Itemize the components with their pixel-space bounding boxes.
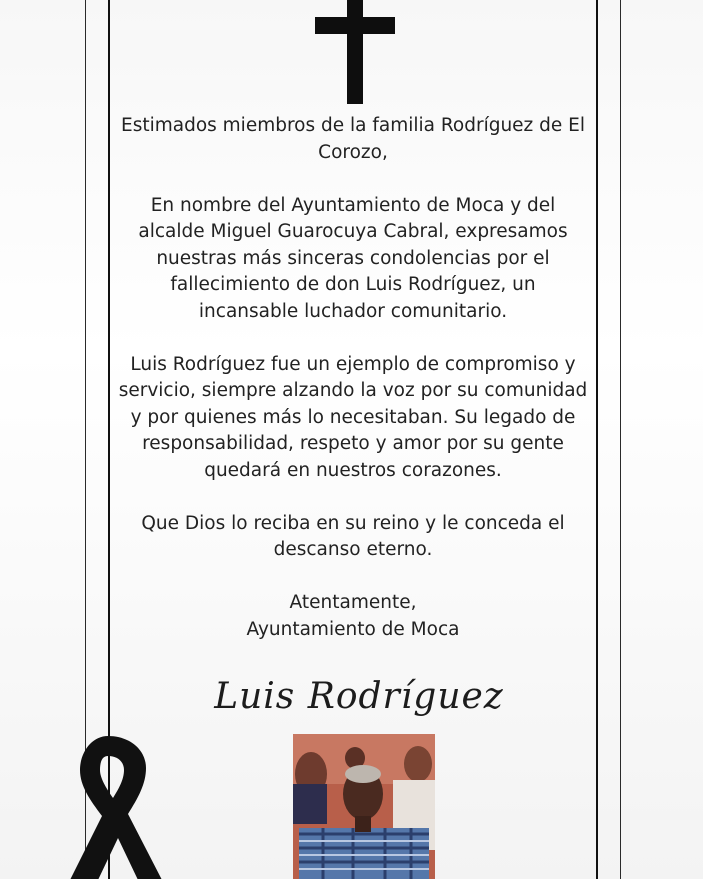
mourning-ribbon-icon [62, 730, 162, 879]
letter-paragraph-1: En nombre del Ayuntamiento de Moca y del alcalde Miguel Guarocuya Cabral, expresamos nuestras más sinceras condolencias por el fallecimiento de don Luis Rodríguez, un incansable luchador comunitario. [138, 194, 568, 322]
letter-signature: Ayuntamiento de Moca [246, 618, 460, 640]
frame-line-outer-right [620, 0, 621, 879]
deceased-name: Luis Rodríguez [214, 676, 504, 717]
cross-horizontal-bar [315, 17, 395, 34]
cross-vertical-bar [347, 0, 363, 104]
frame-line-inner-right [596, 0, 598, 879]
letter-closing: Atentamente, [289, 592, 417, 613]
letter-paragraph-3: Que Dios lo reciba en su reino y le conceda el descanso eterno. [141, 512, 565, 560]
cross-icon [0, 0, 703, 106]
condolence-letter [118, 113, 588, 643]
letter-greeting: Estimados miembros de la familia Rodríguez de El Corozo, [121, 115, 585, 163]
letter-paragraph-2: Luis Rodríguez fue un ejemplo de compromiso y servicio, siempre alzando la voz por su comunidad y por quienes más lo necesitaban. Su legado de responsabilidad, respeto y amor por su gente quedará en nuestros corazones. [118, 353, 588, 481]
deceased-photo [293, 734, 435, 879]
